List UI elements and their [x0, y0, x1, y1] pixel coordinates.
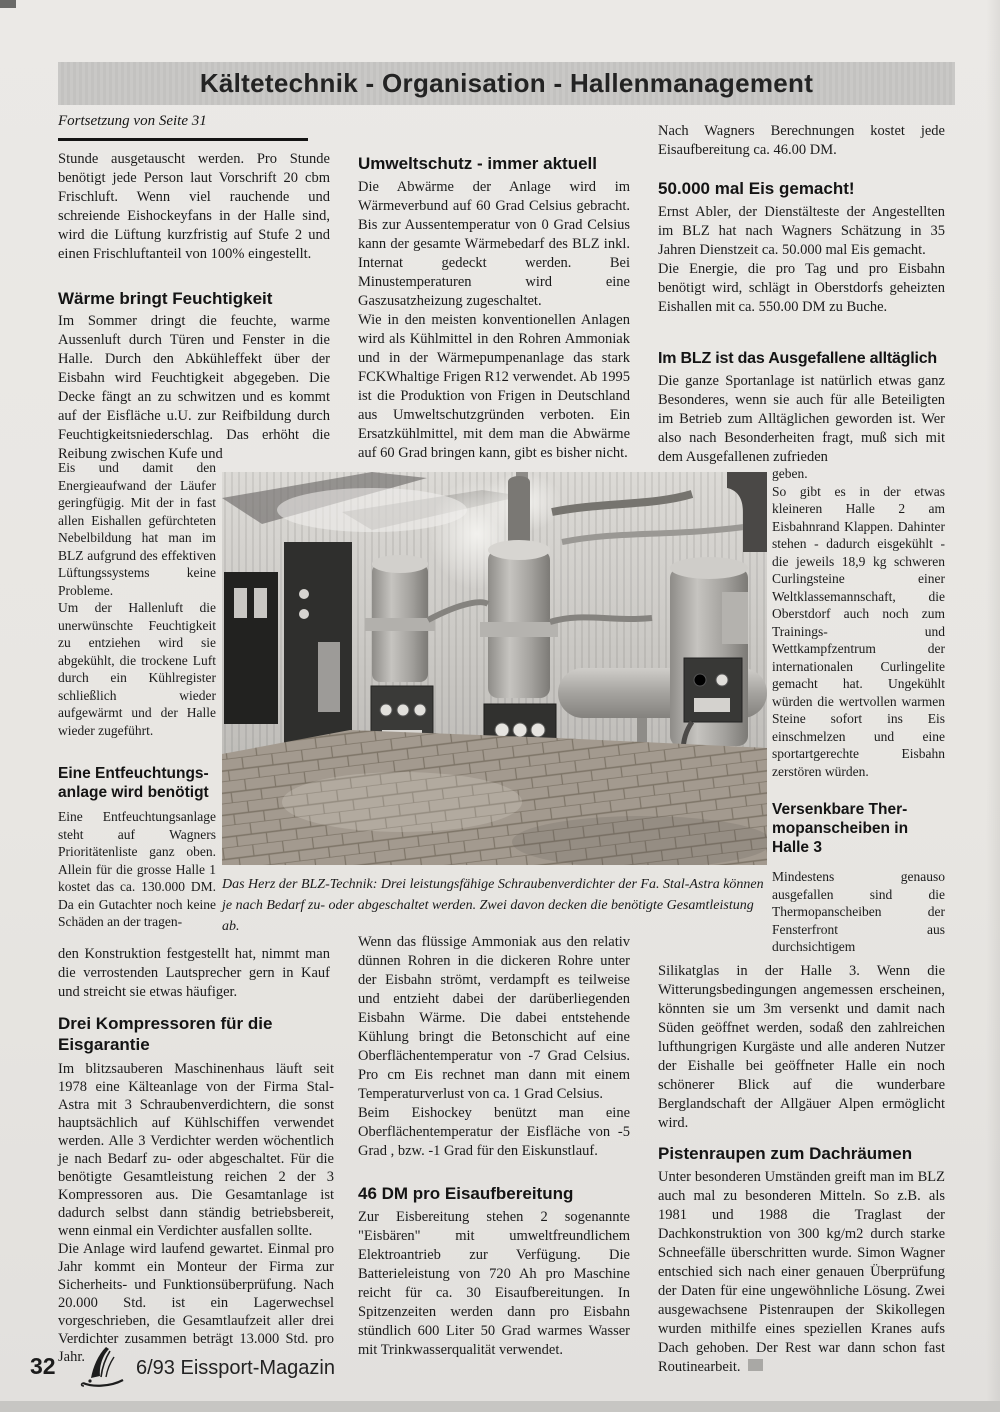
section-banner	[58, 62, 955, 105]
heading-waerme: Wärme bringt Feuchtigkeit	[58, 289, 273, 308]
scan-artifact	[0, 0, 16, 8]
paragraph: Wenn das flüssige Ammoniak aus den relativ dünnen Rohren in die dickeren Rohre unter der Eisbahn strömt, verdampft es teilweise und entzieht dabei der darüberliegenden Eisbahn Wärme. Die dabei entstehende Kühlung bringt die Betonschicht auf eine Oberflächentemperatur von -7 Grad Celsius. Pro cm Eis rechnet man dann mit einem Temperaturverlust von ca. 1 Grad Celsius.	[358, 934, 630, 1102]
section-title: Kältetechnik - Organisation - Hallenmanagement	[199, 68, 814, 98]
paragraph: Um der Hallenluft die unerwünschte Feuchtigkeit zu entziehen wird sie abgekühlt, die trockene Luft durch ein Kühlregister schließlich wieder aufgewärmt und der Halle wieder zugeführt.	[58, 600, 216, 738]
left-col-paragraph-5: den Konstruktion festgestellt hat, nimmt man die verrostenden Lautsprecher gern in Kauf und streicht sie etwas häufiger.	[58, 946, 330, 1000]
heading-pistenraupen: Pistenraupen zum Dachräumen	[658, 1144, 913, 1163]
photo-caption: Das Herz der BLZ-Technik: Drei leistungsfähige Schraubenverdichter der Fa. Stal-Astra können je nach Bedarf zu- oder abgeschaltet werden. Zwei davon decken die benötigte Gesamtleistung ab.	[222, 877, 764, 934]
right-col-paragraph-7	[658, 1168, 945, 1377]
continuation-note: Fortsetzung von Seite 31	[58, 113, 207, 129]
end-of-article-marker	[748, 1359, 763, 1371]
machine-room-photo	[222, 472, 767, 865]
right-col-paragraph-1: Nach Wagners Berechnungen kostet jede Eisaufbereitung ca. 46.00 DM.	[658, 123, 945, 158]
page-number: 32	[30, 1353, 56, 1379]
paragraph: Beim Eishockey benützt man eine Oberflächentemperatur der Eisfläche von -5 Grad , bzw. -1 Grad für den Eiskunstlauf.	[358, 1105, 630, 1159]
middle-col-paragraph-1	[358, 178, 630, 463]
page-edge-shade	[986, 0, 1000, 1412]
heading-kompressoren: Drei Kompressoren für die Eisgarantie	[58, 1014, 273, 1054]
heading-entfeuchtung: Eine Entfeuchtungs-anlage wird benötigt	[58, 765, 209, 801]
paragraph: So gibt es in der etwas kleineren Halle 2 am Eisbahnrand Klappen. Dahinter stehen - dadurch eisgekühlt - die jeweils 18,9 kg schweren Curlingsteine einer Weltklassemannschaft, die Oberstdorf auch noch zum Trainings- und Wettkampfzentrum der internationalen Curlingelite gemacht hat. Ungekühlt würden die wertvollen warmen Steine sofort ins Eis einschmelzen und eine sportartgerechte Eisbahn zerstören würden.	[772, 483, 945, 779]
rule-divider	[58, 138, 308, 141]
machine-room-illustration	[222, 472, 767, 865]
heading-ausgefallen: Im BLZ ist das Ausgefallene alltäglich	[658, 350, 937, 367]
left-col-paragraph-6	[58, 1060, 334, 1366]
left-col-paragraph-4: Eine Entfeuchtungsanlage steht auf Wagners Prioritätenliste ganz oben. Allein für die grosse Halle 1 kostet das ca. 130.000 DM. Da ein Gutachter noch keine Schäden an der tragen-	[58, 809, 216, 929]
heading-50000: 50.000 mal Eis gemacht!	[658, 179, 855, 198]
heading-umweltschutz: Umweltschutz - immer aktuell	[358, 154, 598, 173]
middle-col-paragraph-3: Zur Eisbereitung stehen 2 sogenannte "Eisbären" mit umweltfreundlichem Elektroantrieb zur Verfügung. Die Batterieleistung von 720 Ah pro Maschine reicht für ca. 30 Eisaufbereitungen. In Spitzenzeiten werden dann pro Eisbahn stündlich 600 Liter 50 Grad warmes Wasser mit Trinkwasserqualität verwendet.	[358, 1209, 630, 1358]
paragraph: Die Anlage wird laufend gewartet. Einmal pro Jahr kommt ein Monteur der Firma zur Sicherheits- und Funktionsüberprüfung. Nach 20.000 Std. ist ein Lagerwechsel vorgeschrieben, die Gesamtlaufzeit aller drei Verdichter zusammen beträgt 13.000 Std. pro Jahr.	[58, 1241, 334, 1365]
right-col-paragraph-2	[658, 203, 945, 317]
right-col-paragraph-4	[772, 465, 945, 780]
right-col-paragraph-6: Silikatglas in der Halle 3. Wenn die Witterungsbedingungen angemessen erscheinen, könnten sie um 3m versenkt und damit nach Süden geöffnet werden, sodaß den zahlreichen lufthungrigen Kurgäste und alle anderen Nutzer der Eishalle bei geöffneter Halle ein noch schönerer Blick auf die wunderbare Berglandschaft der Allgäuer Alpen ermöglicht wird.	[658, 963, 945, 1131]
publisher-logo-icon	[80, 1345, 126, 1389]
left-col-paragraph-2: Im Sommer dringt die feuchte, warme Aussenluft durch Türen und Fenster in die Halle. Durch den Abkühleffekt über der Eisbahn wird Feuchtigkeit abgegeben. Die Decke fängt an zu schwitzen und es kommt auf der Eisfläche u.U. zur Reifbildung durch Feuchtigkeitsniederschlag. Das erhöht die Reibung zwischen Kufe und	[58, 313, 330, 462]
left-col-paragraph-1: Stunde ausgetauscht werden. Pro Stunde benötigt jede Person laut Vorschrift 20 cbm Frischluft. Wenn viel rauchende und schreiende Eishockeyfans in der Halle sind, wird die Lüftung kurzfristig auf Stufe 2 und einen Frischluftanteil von 100% eingestellt.	[58, 151, 330, 262]
left-col-paragraph-3	[58, 459, 216, 739]
issue-label: 6/93 Eissport-Magazin	[136, 1357, 335, 1379]
paragraph: Unter besonderen Umständen greift man im BLZ auch mal zu besonderen Mitteln. So z.B. als 1981 und 1988 die Traglast der Dachkonstruktion von 300 kg/m2 durch starke Schneefälle überschritten wurde. Simon Wagner entschied sich nach einer genauen Überprüfung der Daten für eine ungewöhnliche Lösung. Zwei ausgewachsene Pistenraupen der Skikollegen wurden mithilfe eines speziellen Kranes aufs Dach gehoben. Der Rest war dann schon fast Routinearbeit.	[658, 1169, 945, 1375]
right-col-paragraph-3: Die ganze Sportanlage ist natürlich etwas ganz Besonderes, wenn sie auch für alle Beteiligten im Betrieb zum Alltäglichen geworden ist. Wer also nach Besonderheiten fragt, muß sich mit dem Ausgefallenen zufrieden	[658, 373, 945, 465]
paragraph: Wie in den meisten konventionellen Anlagen wird als Kühlmittel in den Rohren Ammoniak und in der Wärmepumpenanlage das stark FCKWhaltige Frigen R12 verwendet. Ab 1995 ist die Produktion von Frigen in Deutschland aus Umweltschutzgründen verboten. Ein Ersatzkühlmittel, mit dem man die Abwärme auf 60 Grad bringen kann, gibt es bisher nicht.	[358, 312, 630, 461]
heading-thermopan: Versenkbare Ther-mopanscheiben in Halle 3	[772, 801, 909, 856]
paragraph: Im blitzsauberen Maschinenhaus läuft seit 1978 eine Kälteanlage von der Firma Stal-Astra mit 3 Schraubenverdichtern, die sonst hauptsächlich auf Kühlschiffen verwendet werden. Alle 3 Verdichter werden wöchentlich je nach Bedarf zu- oder abgeschaltet. Für die benötigte Gesamtleistung reichen 2 der 3 Kompressoren aus. Die Gesamtanlage ist dadurch selbst dann ständig betriebsbereit, wenn einmal ein Verdichter ausfallen sollte.	[58, 1061, 334, 1239]
middle-col-paragraph-2	[358, 933, 630, 1161]
paragraph: Ernst Abler, der Dienstälteste der Angestellten im BLZ hat nach Wagners Schätzung in 35 Jahren Dienstzeit ca. 50.000 mal Eis gemacht.	[658, 204, 945, 258]
page-edge-shade-bottom	[0, 1401, 1000, 1412]
heading-46dm: 46 DM pro Eisaufbereitung	[358, 1184, 574, 1203]
paragraph: geben.	[772, 466, 808, 481]
paragraph: Die Abwärme der Anlage wird im Wärmeverbund auf 60 Grad Celsius gebracht. Bis zur Aussentemperatur von 0 Grad Celsius kann der gesamte Wärmebedarf des BLZ inkl. Internat gedeckt werden. Bei Minustemperaturen wird eine Gaszusatzheizung zugeschaltet.	[358, 179, 630, 309]
paragraph: Eis und damit den Energieaufwand der Läufer geringfügig. Mit der in fast allen Eishallen gefürchteten Nebelbildung hat man im BLZ aufgrund des effektiven Lüftungssystems keine Probleme.	[58, 460, 216, 598]
paragraph: Die Energie, die pro Tag und pro Eisbahn benötigt wird, schlägt in Oberstdorfs geheizten Eishallen mit ca. 550.00 DM zu Buche.	[658, 261, 945, 315]
right-col-paragraph-5: Mindestens genauso ausgefallen sind die Thermopanscheiben der Fensterfront aus durchsichtigem	[772, 869, 945, 954]
